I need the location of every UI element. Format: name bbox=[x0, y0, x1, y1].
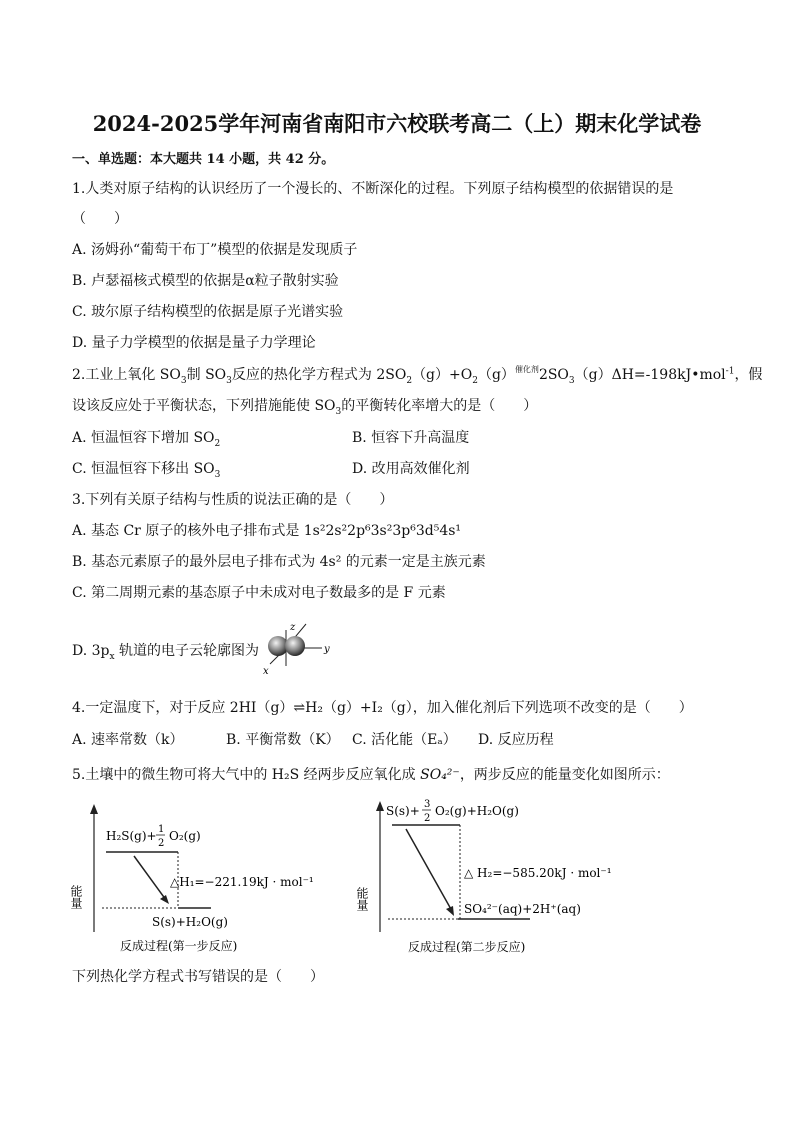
q3-option-c: C. 第二周期元素的基态原子中未成对电子数最多的是 F 元素 bbox=[72, 585, 446, 601]
energy-diagram-step1 bbox=[66, 800, 346, 960]
svg-text:O₂(g): O₂(g) bbox=[169, 829, 201, 843]
q2-option-c: C. 恒温恒容下移出 $SO_3$ bbox=[72, 461, 221, 480]
svg-text:O₂(g)+H₂O(g): O₂(g)+H₂O(g) bbox=[435, 804, 519, 818]
q1-option-d: D. 量子力学模型的依据是量子力学理论 bbox=[72, 335, 316, 351]
q4-stem: 4.一定温度下，对于反应 2HI（g）⇌H₂（g）+I₂（g），加入催化剂后下列选项不改变的是（ ） bbox=[72, 700, 693, 716]
q5-stem: 5.土壤中的微生物可将大气中的 H₂S 经两步反应氧化成 SO₄²⁻，两步反应的能量变化如图所示： bbox=[72, 767, 670, 783]
q2-option-a: A. 恒温恒容下增加 $SO_2$ bbox=[72, 430, 221, 449]
q1-option-b: B. 卢瑟福核式模型的依据是α粒子散射实验 bbox=[72, 273, 339, 289]
fig2-ylabel: 能量 bbox=[355, 887, 369, 911]
sulfate-ion: SO₄²⁻ bbox=[420, 767, 460, 783]
fig2-arrow bbox=[406, 829, 452, 911]
q1-option-a: A. 汤姆孙“葡萄干布丁”模型的依据是发现质子 bbox=[72, 242, 358, 258]
fig1-delta-h: △H₁=−221.19kJ · mol⁻¹ bbox=[170, 875, 314, 889]
q4-option-c: C. 活化能（Eₐ） bbox=[352, 732, 457, 748]
fig2-delta-h: △ H₂=−585.20kJ · mol⁻¹ bbox=[464, 866, 612, 880]
q1-stem: 1.人类对原子结构的认识经历了一个漫长的、不断深化的过程。下列原子结构模型的依据错误的是 bbox=[72, 181, 674, 197]
q2-option-b: B. 恒容下升高温度 bbox=[352, 430, 470, 446]
orbital-lobe-right bbox=[285, 636, 305, 656]
axis-label-z: z bbox=[290, 622, 296, 633]
page-title: 2024-2025学年河南省南阳市六校联考高二（上）期末化学试卷 bbox=[92, 111, 702, 136]
fig2-top-species: S(s)+ bbox=[386, 804, 420, 818]
svg-text:2: 2 bbox=[424, 813, 431, 824]
fig1-arrow bbox=[134, 856, 166, 900]
q3-option-b: B. 基态元素原子的最外层电子排布式为 4s² 的元素一定是主族元素 bbox=[72, 554, 486, 570]
energy-diagram-step2 bbox=[352, 795, 642, 960]
fig1-bottom-species: S(s)+H₂O(g) bbox=[152, 915, 228, 929]
catalyst-label: 催化剂 bbox=[514, 365, 539, 374]
p-orbital-diagram bbox=[250, 620, 340, 680]
fig1-xlabel: 反成过程(第一步反应) bbox=[120, 939, 238, 953]
q1-option-c: C. 玻尔原子结构模型的依据是原子光谱实验 bbox=[72, 304, 344, 320]
axis-label-x: x bbox=[263, 666, 269, 677]
q3-option-d: D. $3p_x$ 轨道的电子云轮廓图为 bbox=[72, 643, 260, 662]
fig1-ylabel: 能量 bbox=[69, 885, 83, 909]
q2-stem: 2.工业上氧化 $SO_3$制 $SO_3$反应的热化学方程式为 $2SO_2(g)+O_2(g)^{催化剂}2SO_3(g)\Delta H=-198kJ•mol^{-1}$，假 bbox=[72, 365, 763, 386]
q4-option-b: B. 平衡常数（K） bbox=[226, 732, 340, 748]
q2-option-d: D. 改用高效催化剂 bbox=[352, 461, 470, 477]
fig2-bottom-species: SO₄²⁻(aq)+2H⁺(aq) bbox=[464, 902, 581, 916]
q1-blank: （ ） bbox=[72, 211, 128, 227]
svg-text:3: 3 bbox=[424, 799, 431, 810]
q3-option-a: A. 基态 Cr 原子的核外电子排布式是 1s²2s²2p⁶3s²3p⁶3d⁵4s¹ bbox=[72, 523, 462, 539]
q2-stem-line2: 设该反应处于平衡状态，下列措施能使 $SO_3$的平衡转化率增大的是（ ） bbox=[72, 398, 538, 417]
fig2-xlabel: 反成过程(第二步反应) bbox=[408, 940, 526, 954]
axis-label-y: y bbox=[324, 644, 330, 655]
fig1-top-species: H₂S(g)+ bbox=[106, 829, 157, 843]
svg-text:2: 2 bbox=[158, 838, 165, 849]
q4-option-d: D. 反应历程 bbox=[478, 732, 554, 748]
q5-ask: 下列热化学方程式书写错误的是（ ） bbox=[72, 969, 324, 985]
q4-option-a: A. 速率常数（k） bbox=[72, 732, 184, 748]
svg-text:1: 1 bbox=[158, 824, 165, 835]
q3-stem: 3.下列有关原子结构与性质的说法正确的是（ ） bbox=[72, 492, 394, 508]
section-heading: 一、单选题：本大题共 14 小题，共 42 分。 bbox=[72, 152, 335, 167]
